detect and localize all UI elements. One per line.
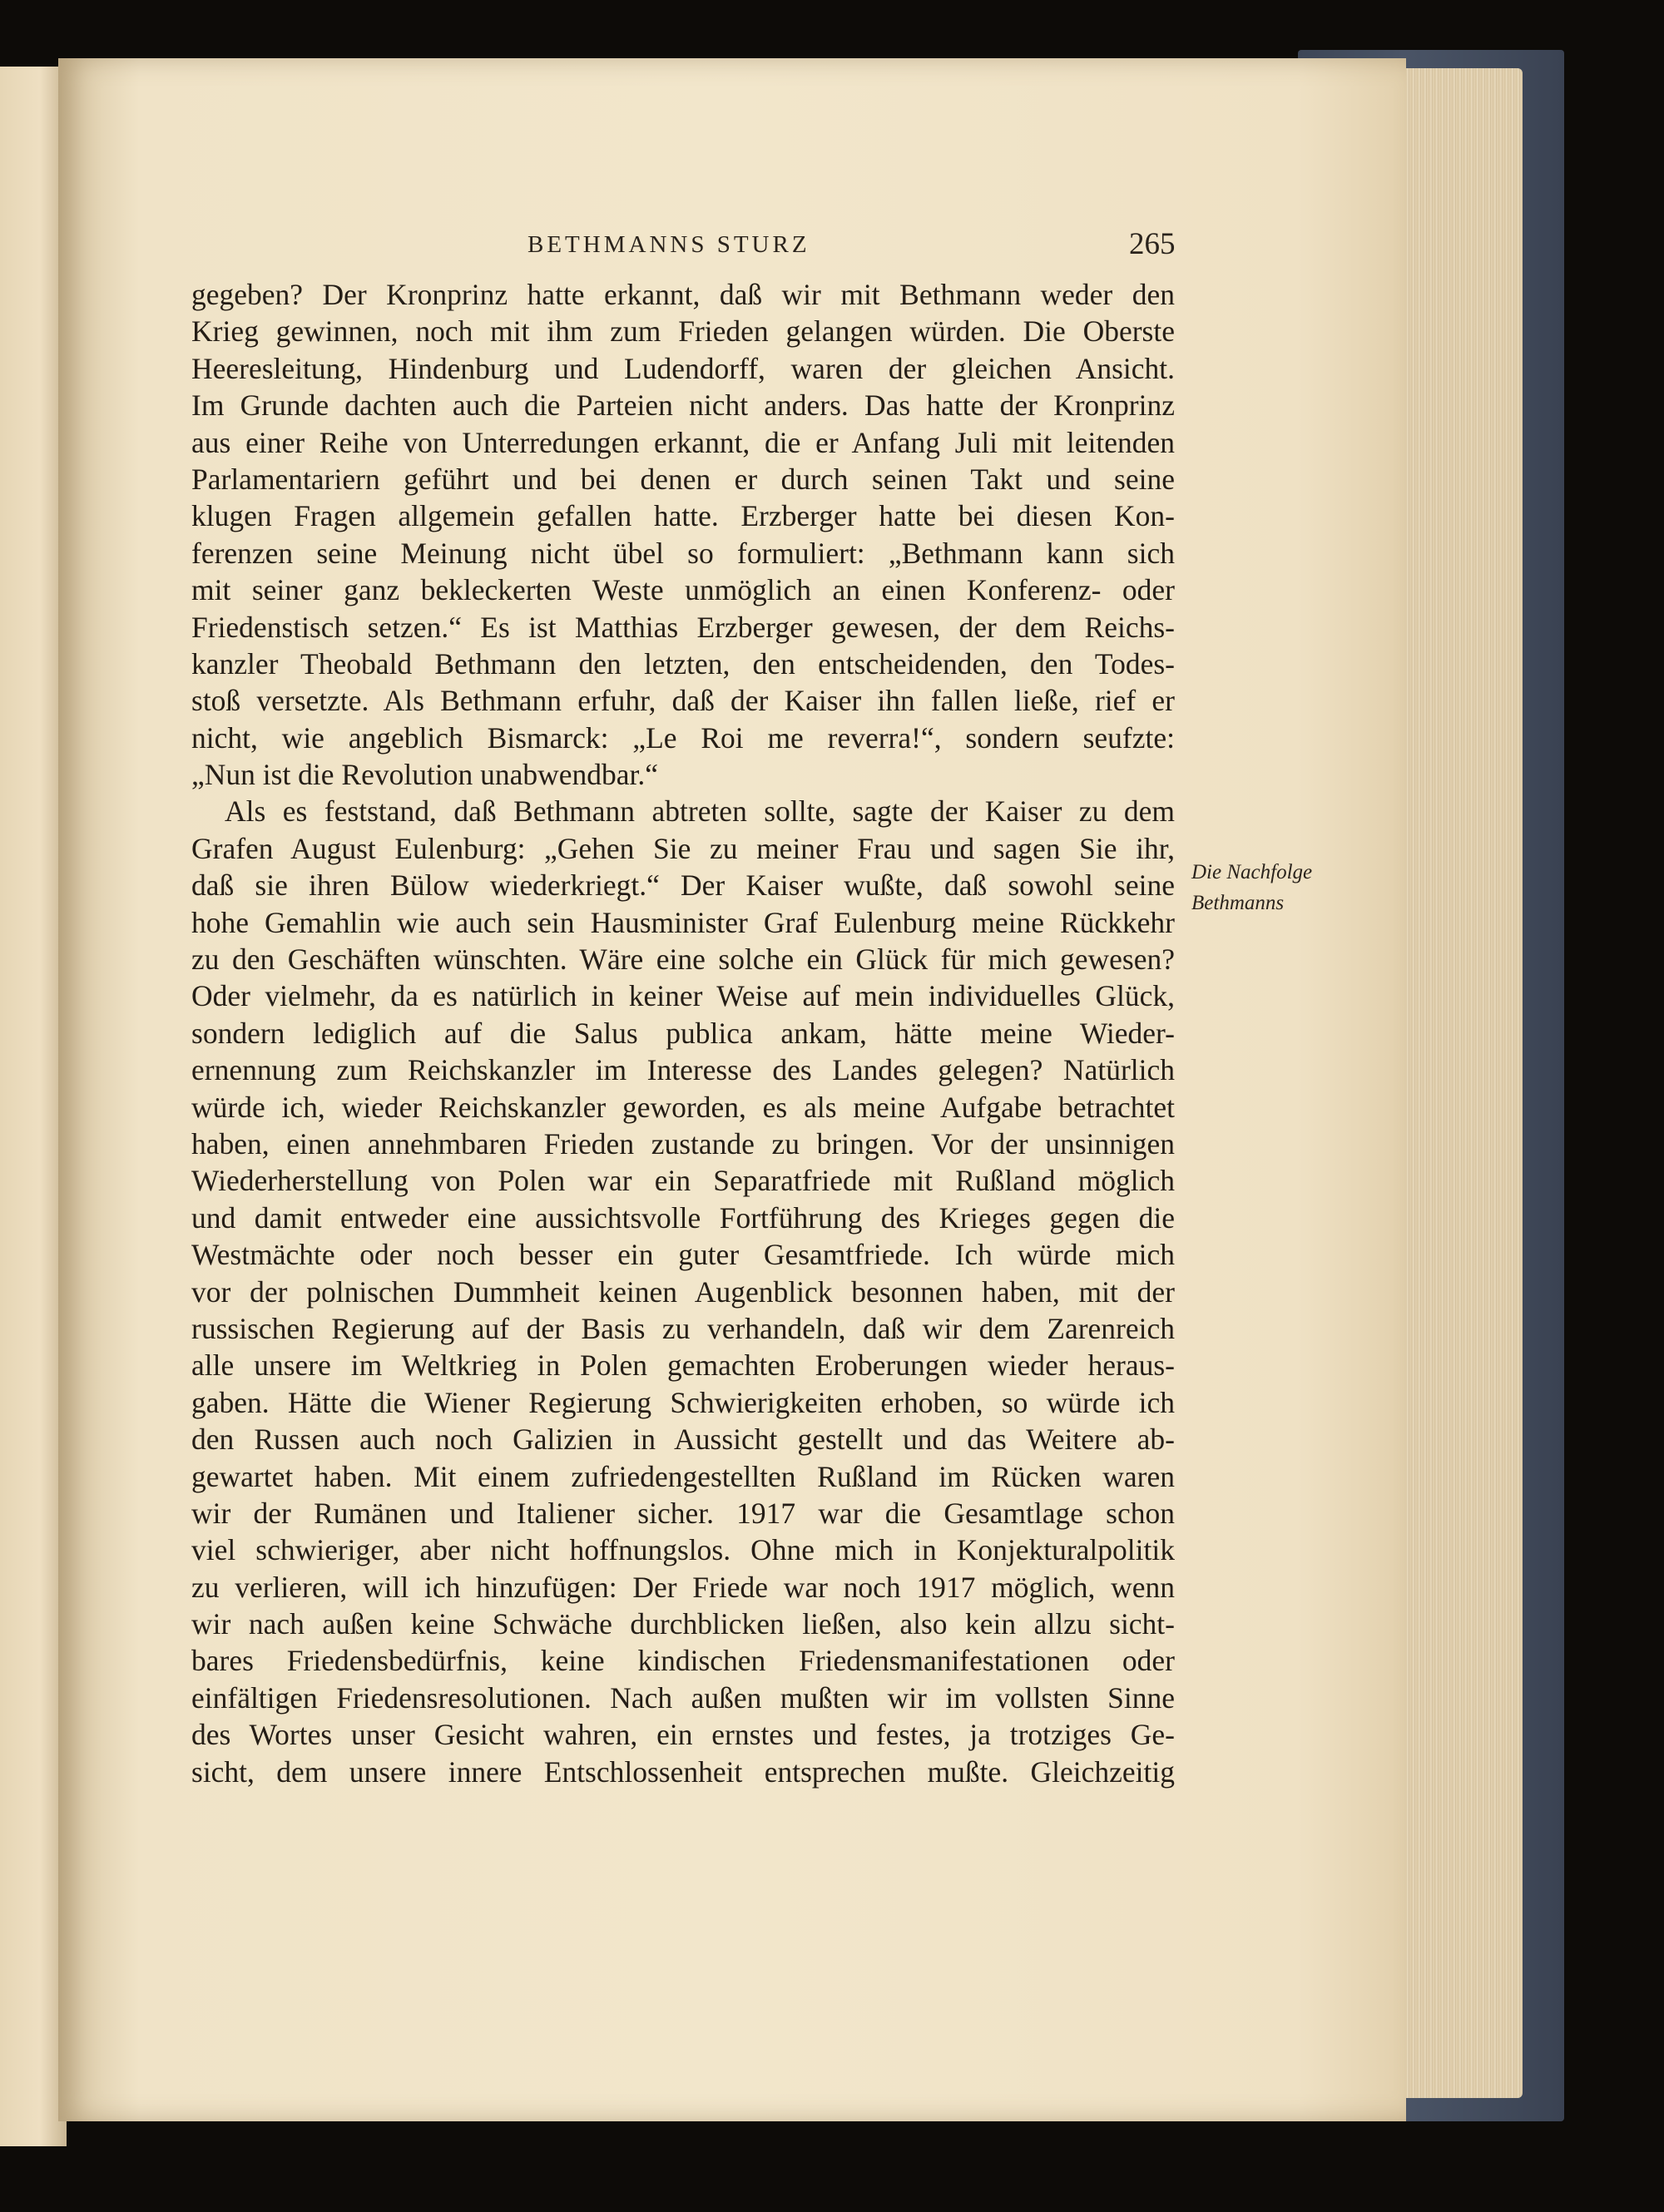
text-line: gegeben? Der Kronprinz hatte erkannt, daß wir mit Bethmann weder den	[191, 278, 1175, 311]
text-line: Westmächte oder noch besser ein guter Gesamtfriede. Ich würde mich	[191, 1238, 1175, 1272]
text-line: nicht, wie angeblich Bismarck: „Le Roi me reverra!“, sondern seufzte:	[191, 720, 1175, 755]
text-line: Oder vielmehr, da es natürlich in keiner Weise auf mein individuelles Glück,	[191, 979, 1175, 1013]
body-text	[191, 276, 1175, 1790]
text-line: kanzler Theobald Bethmann den letzten, den entscheidenden, den Todes-	[191, 646, 1175, 680]
text-line: Grafen August Eulenburg: „Gehen Sie zu meiner Frau und sagen Sie ihr,	[191, 831, 1175, 865]
text-line: stoß versetzte. Als Bethmann erfuhr, daß der Kaiser ihn fallen ließe, rief er	[191, 684, 1175, 718]
margin-note-line: Bethmanns	[1191, 892, 1285, 914]
text-line: ferenzen seine Meinung nicht übel so formuliert: „Bethmann kann sich	[191, 536, 1175, 570]
page-edge-stack	[1398, 68, 1523, 2098]
text-line: viel schwieriger, aber nicht hoffnungslos. Ohne mich in Konjekturalpolitik	[191, 1533, 1175, 1567]
text-line: Als es feststand, daß Bethmann abtreten sollte, sagte der Kaiser zu dem	[225, 794, 1175, 829]
text-line: und damit entweder eine aussichtsvolle Fortführung des Krieges gegen die	[191, 1200, 1175, 1235]
text-line: hohe Gemahlin wie auch sein Hausminister Graf Eulenburg meine Rückkehr	[191, 905, 1175, 939]
text-line: einfältigen Friedensresolutionen. Nach außen mußten wir im vollsten Sinne	[191, 1680, 1175, 1715]
facing-page-edge	[0, 67, 67, 2146]
text-line: gaben. Hätte die Wiener Regierung Schwierigkeiten erhoben, so würde ich	[191, 1385, 1175, 1419]
text-line: russischen Regierung auf der Basis zu verhandeln, daß wir dem Zarenreich	[191, 1311, 1175, 1345]
text-line: den Russen auch noch Galizien in Aussicht gestellt und das Weitere ab-	[191, 1423, 1175, 1457]
text-line: gewartet haben. Mit einem zufriedengestellten Rußland im Rücken waren	[191, 1459, 1175, 1493]
text-line: Krieg gewinnen, noch mit ihm zum Frieden gelangen würden. Die Oberste	[191, 314, 1175, 349]
text-line: sicht, dem unsere innere Entschlossenheit entsprechen mußte. Gleichzeitig	[191, 1754, 1175, 1789]
text-line: klugen Fragen allgemein gefallen hatte. Erzberger hatte bei diesen Kon-	[191, 499, 1175, 533]
text-line: Wiederherstellung von Polen war ein Separatfriede mit Rußland möglich	[191, 1164, 1175, 1198]
text-line: zu den Geschäften wünschten. Wäre eine solche ein Glück für mich gewesen?	[191, 943, 1175, 977]
text-line: wir nach außen keine Schwäche durchblicken ließen, also kein allzu sicht-	[191, 1607, 1175, 1641]
text-line: vor der polnischen Dummheit keinen Augenblick besonnen haben, mit der	[191, 1274, 1175, 1309]
text-line: Parlamentariern geführt und bei denen er durch seinen Takt und seine	[191, 462, 1175, 496]
text-line: sondern lediglich auf die Salus publica ankam, hätte meine Wieder-	[191, 1016, 1175, 1050]
text-line: bares Friedensbedürfnis, keine kindischen Friedensmanifestationen oder	[191, 1644, 1175, 1678]
text-line: zu verlieren, will ich hinzufügen: Der Friede war noch 1917 möglich, wenn	[191, 1570, 1175, 1604]
running-header	[0, 226, 1664, 268]
text-line: daß sie ihren Bülow wiederkriegt.“ Der Kaiser wußte, daß sowohl seine	[191, 868, 1175, 903]
text-line: mit seiner ganz bekleckerten Weste unmöglich an einen Konferenz- oder	[191, 573, 1175, 607]
text-line: ernennung zum Reichskanzler im Interesse des Landes gelegen? Natürlich	[191, 1053, 1175, 1087]
text-line: Heeresleitung, Hindenburg und Ludendorff, waren der gleichen Ansicht.	[191, 351, 1175, 385]
text-line: des Wortes unser Gesicht wahren, ein ernstes und festes, ja trotziges Ge-	[191, 1718, 1175, 1752]
text-line: wir der Rumänen und Italiener sicher. 1917 war die Gesamtlage schon	[191, 1496, 1175, 1530]
margin-note	[1191, 857, 1312, 918]
paragraph	[191, 793, 1175, 1790]
text-line: alle unsere im Weltkrieg in Polen gemachten Eroberungen wieder heraus-	[191, 1348, 1175, 1383]
text-line: Friedenstisch setzen.“ Es ist Matthias Erzberger gewesen, der dem Reichs-	[191, 610, 1175, 644]
margin-note-line: Die Nachfolge	[1191, 861, 1313, 883]
text-line: haben, einen annehmbaren Frieden zustande zu bringen. Vor der unsinnigen	[191, 1126, 1175, 1160]
page-number: 265	[1129, 227, 1176, 261]
text-line: Im Grunde dachten auch die Parteien nicht anders. Das hatte der Kronprinz	[191, 388, 1175, 423]
text-line: würde ich, wieder Reichskanzler geworden, es als meine Aufgabe betrachtet	[191, 1090, 1175, 1124]
running-title: BETHMANNS STURZ	[527, 231, 810, 258]
paragraph	[191, 276, 1175, 793]
text-line: aus einer Reihe von Unterredungen erkannt, die er Anfang Juli mit leitenden	[191, 425, 1175, 459]
text-line: „Nun ist die Revolution unabwendbar.“	[191, 758, 658, 792]
